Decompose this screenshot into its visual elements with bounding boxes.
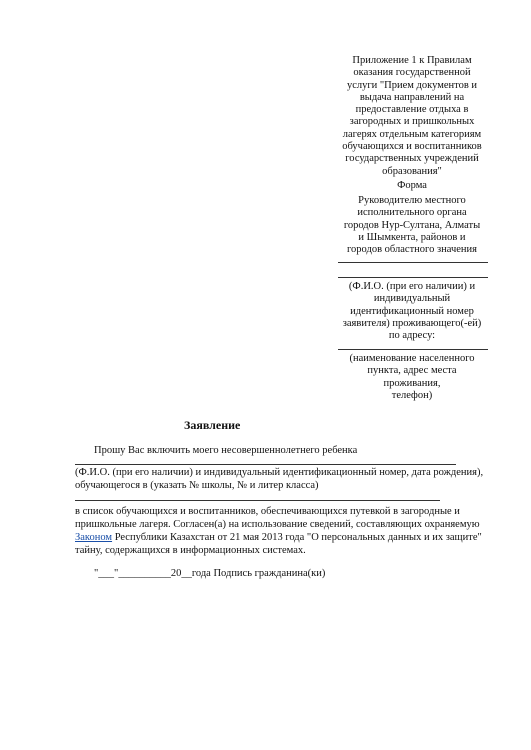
law-link[interactable]: Законом	[75, 532, 113, 543]
addressee-block	[336, 195, 488, 256]
law-line	[75, 532, 482, 544]
appendix-line: предоставление отдыха в	[355, 104, 469, 116]
appendix-line: оказания государственной	[353, 67, 471, 79]
appendix-line: выдача направлений на	[359, 91, 465, 103]
secret-line: тайну, содержащихся в информационных системах.	[75, 545, 306, 556]
list-line: в список обучающихся и воспитанников, обеспечивающихся путевкой в загородные и	[75, 506, 460, 517]
appendix-line: государственных учреждений	[345, 153, 479, 165]
school-blank-line	[75, 500, 440, 501]
law-line-rest: Республики Казахстан от 21 мая 2013 года "О персональных данных и их защите"	[112, 532, 482, 543]
applicant-caption-line: по адресу:	[388, 330, 436, 342]
address-caption-line: телефон)	[391, 389, 433, 401]
address-caption-line: пункта, адрес места	[367, 365, 457, 377]
child-name-blank-line	[75, 464, 456, 465]
appendix-line: обучающихся и воспитанников	[342, 141, 482, 153]
address-caption-line: проживания,	[383, 377, 441, 389]
appendix-line: образования"	[382, 165, 442, 177]
applicant-caption	[336, 281, 488, 342]
applicant-caption-line: идентификационный номер	[350, 305, 474, 317]
appendix-line: загородных и пришкольных	[349, 116, 475, 128]
child-caption: (Ф.И.О. (при его наличии) и индивидуальный идентификационный номер, дата рождения),	[75, 467, 484, 478]
appendix-line: Приложение 1 к Правилам	[352, 55, 472, 66]
appendix-note	[336, 55, 488, 178]
applicant-blank-line	[338, 277, 488, 278]
school-line: обучающегося в (указать № школы, № и литер класса)	[75, 480, 319, 491]
address-blank-line	[338, 349, 488, 350]
form-label	[336, 180, 488, 192]
request-line: Прошу Вас включить моего несовершеннолетнего ребенка	[94, 445, 358, 456]
applicant-blank-line	[338, 262, 488, 263]
addressee-line: и Шымкента, районов и	[358, 231, 466, 243]
address-caption-line: (наименование населенного	[349, 353, 475, 364]
consent-line: пришкольные лагеря. Согласен(а) на использование сведений, составляющих охраняемую	[75, 519, 480, 530]
form-label-text: Форма	[397, 180, 427, 191]
document-title: Заявление	[184, 418, 241, 432]
appendix-line: лагерях отдельным категориям	[342, 128, 482, 140]
addressee-line: городов областного значения	[347, 244, 477, 256]
applicant-caption-line: (Ф.И.О. (при его наличии) и	[348, 281, 476, 292]
addressee-line: исполнительного органа	[357, 207, 467, 219]
addressee-line: городов Нур-Султана, Алматы	[343, 219, 481, 231]
appendix-line: услуги "Прием документов и	[346, 79, 478, 91]
addressee-line: Руководителю местного	[358, 195, 466, 206]
applicant-caption-line: заявителя) проживающего(-ей)	[342, 317, 482, 329]
signature-line: "___"__________20__года Подпись гражданина(ки)	[94, 568, 326, 579]
applicant-caption-line: индивидуальный	[373, 293, 451, 305]
address-caption	[336, 353, 488, 402]
